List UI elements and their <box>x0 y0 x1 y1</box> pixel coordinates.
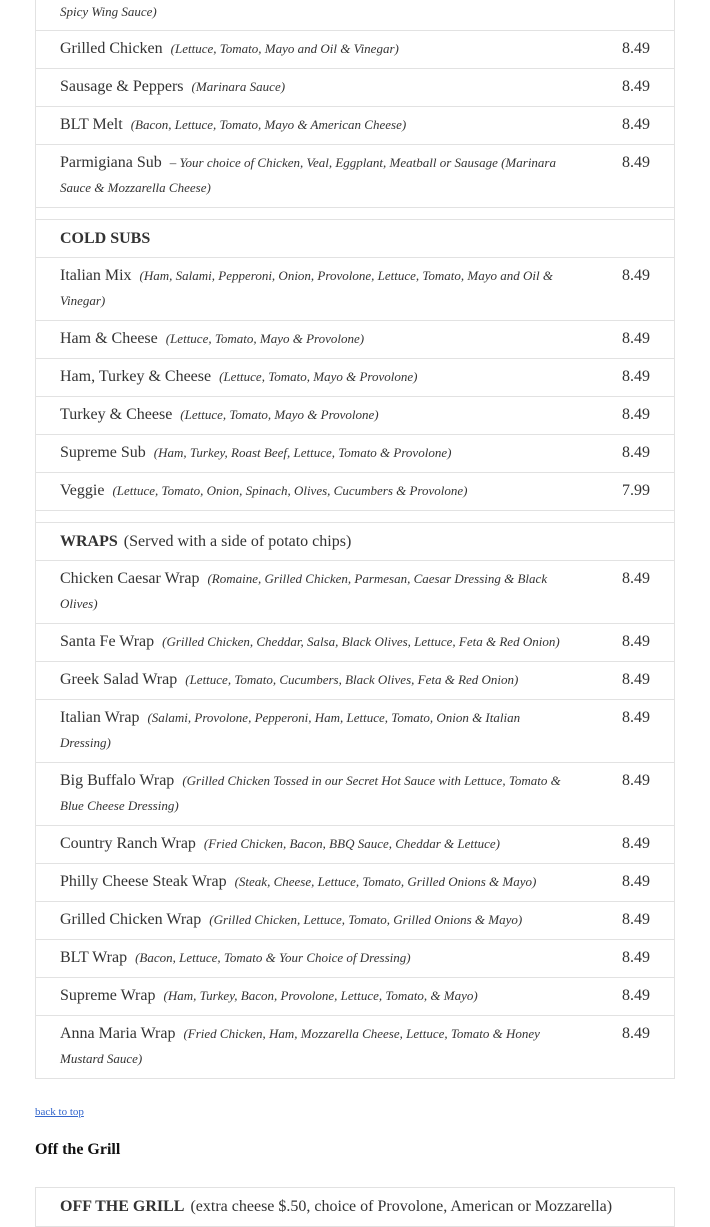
section-spacer <box>36 207 674 219</box>
item-price: 8.49 <box>622 267 650 284</box>
item-name: Sausage & Peppers <box>60 78 184 95</box>
item-description: (Grilled Chicken Tossed in our Secret Hot Sauce with Lettuce, Tomato & Blue Cheese Dressing) <box>60 773 561 813</box>
item-name: Supreme Wrap <box>60 987 156 1004</box>
menu-item-ham-turkey-cheese <box>36 358 674 396</box>
item-name: Ham, Turkey & Cheese <box>60 368 212 385</box>
item-name: Italian Wrap <box>60 709 140 726</box>
item-description: (Ham, Turkey, Roast Beef, Lettuce, Tomato & Provolone) <box>153 445 452 460</box>
section-header-cold-subs <box>36 219 674 257</box>
section-heading: COLD SUBS <box>60 230 151 247</box>
menu-item-italian-mix <box>36 257 674 320</box>
menu-item-country-ranch-wrap <box>36 825 674 863</box>
menu-item-anna-maria-wrap <box>36 1015 674 1078</box>
item-description: (Steak, Cheese, Lettuce, Tomato, Grilled Onions & Mayo) <box>234 874 537 889</box>
item-description: (Ham, Salami, Pepperoni, Onion, Provolone, Lettuce, Tomato, Mayo and Oil & Vinegar) <box>60 268 553 308</box>
item-description: Spicy Wing Sauce) <box>60 4 157 19</box>
menu-item-ham-cheese <box>36 320 674 358</box>
item-name: Supreme Sub <box>60 444 146 461</box>
item-price: 8.49 <box>622 570 650 587</box>
section-header-off-the-grill <box>36 1188 674 1226</box>
item-name: Turkey & Cheese <box>60 406 173 423</box>
item-name: Chicken Caesar Wrap <box>60 570 200 587</box>
item-name: Big Buffalo Wrap <box>60 772 175 789</box>
item-description: (Ham, Turkey, Bacon, Provolone, Lettuce, Tomato, & Mayo) <box>163 988 478 1003</box>
item-name: Philly Cheese Steak Wrap <box>60 873 227 890</box>
item-price: 8.49 <box>622 406 650 423</box>
menu-item-supreme-wrap <box>36 977 674 1015</box>
item-description: (Fried Chicken, Bacon, BBQ Sauce, Cheddar & Lettuce) <box>203 836 500 851</box>
item-price: 8.49 <box>622 873 650 890</box>
item-price: 8.49 <box>622 911 650 928</box>
item-description: – Your choice of Chicken, Veal, Eggplant, Meatball or Sausage (Marinara Sauce & Mozzarella Cheese) <box>60 155 556 195</box>
menu-item-blt-wrap <box>36 939 674 977</box>
item-price: 8.49 <box>622 78 650 95</box>
item-price: 8.49 <box>622 116 650 133</box>
menu-item-supreme-sub <box>36 434 674 472</box>
item-price: 8.49 <box>622 949 650 966</box>
item-description: (Marinara Sauce) <box>191 79 286 94</box>
item-name: Santa Fe Wrap <box>60 633 155 650</box>
item-name: Veggie <box>60 482 105 499</box>
item-description: (Lettuce, Tomato, Cucumbers, Black Olives, Feta & Red Onion) <box>185 672 519 687</box>
menu-item-parmigiana-sub <box>36 144 674 207</box>
item-description: (Bacon, Lettuce, Tomato & Your Choice of Dressing) <box>135 950 411 965</box>
menu-item-turkey-cheese <box>36 396 674 434</box>
item-price: 8.49 <box>622 772 650 789</box>
item-price: 8.49 <box>622 671 650 688</box>
off-the-grill-table <box>35 1187 675 1227</box>
item-description: (Lettuce, Tomato, Mayo & Provolone) <box>165 331 365 346</box>
menu-item-grilled-chicken <box>36 30 674 68</box>
item-name: Italian Mix <box>60 267 132 284</box>
item-price: 8.49 <box>622 987 650 1004</box>
menu-item-veggie <box>36 472 674 510</box>
item-price: 7.99 <box>622 482 650 499</box>
item-name: Country Ranch Wrap <box>60 835 196 852</box>
item-name: BLT Melt <box>60 116 123 133</box>
item-description: (Lettuce, Tomato, Mayo and Oil & Vinegar) <box>170 41 399 56</box>
section-note: (extra cheese $.50, choice of Provolone, American or Mozzarella) <box>190 1198 613 1215</box>
item-name: BLT Wrap <box>60 949 128 966</box>
item-description: (Grilled Chicken, Lettuce, Tomato, Grilled Onions & Mayo) <box>209 912 523 927</box>
menu-item-italian-wrap <box>36 699 674 762</box>
item-price: 8.49 <box>622 709 650 726</box>
item-name: Grilled Chicken Wrap <box>60 911 202 928</box>
menu-item-philly-cheese-steak-wrap <box>36 863 674 901</box>
item-price: 8.49 <box>622 1025 650 1042</box>
item-description: (Romaine, Grilled Chicken, Parmesan, Caesar Dressing & Black Olives) <box>60 571 548 611</box>
item-description: (Salami, Provolone, Pepperoni, Ham, Lettuce, Tomato, Onion & Italian Dressing) <box>60 710 521 750</box>
menu-item-chicken-caesar-wrap <box>36 560 674 623</box>
menu-table <box>35 0 675 1079</box>
menu-item-continuation <box>36 0 674 30</box>
item-price: 8.49 <box>622 633 650 650</box>
section-heading: OFF THE GRILL <box>60 1198 185 1215</box>
item-description: (Lettuce, Tomato, Onion, Spinach, Olives, Cucumbers & Provolone) <box>112 483 468 498</box>
item-price: 8.49 <box>622 835 650 852</box>
item-name: Anna Maria Wrap <box>60 1025 176 1042</box>
item-description: (Fried Chicken, Ham, Mozzarella Cheese, Lettuce, Tomato & Honey Mustard Sauce) <box>60 1026 540 1066</box>
menu-item-big-buffalo-wrap <box>36 762 674 825</box>
back-to-top-link[interactable]: back to top <box>35 1106 84 1118</box>
menu-item-greek-salad-wrap <box>36 661 674 699</box>
item-name: Greek Salad Wrap <box>60 671 178 688</box>
section-header-wraps <box>36 522 674 560</box>
item-description: (Lettuce, Tomato, Mayo & Provolone) <box>219 369 418 384</box>
item-description: (Lettuce, Tomato, Mayo & Provolone) <box>180 407 379 422</box>
menu-item-blt-melt <box>36 106 674 144</box>
section-title-off-the-grill: Off the Grill <box>35 1141 121 1158</box>
item-name: Parmigiana Sub <box>60 154 162 171</box>
section-heading: WRAPS <box>60 533 118 550</box>
item-name: Grilled Chicken <box>60 40 163 57</box>
item-price: 8.49 <box>622 330 650 347</box>
menu-item-santa-fe-wrap <box>36 623 674 661</box>
item-description: (Grilled Chicken, Cheddar, Salsa, Black Olives, Lettuce, Feta & Red Onion) <box>162 634 560 649</box>
item-price: 8.49 <box>622 40 650 57</box>
item-price: 8.49 <box>622 444 650 461</box>
section-spacer <box>36 510 674 522</box>
item-price: 8.49 <box>622 154 650 171</box>
item-description: (Bacon, Lettuce, Tomato, Mayo & American Cheese) <box>130 117 407 132</box>
section-note: (Served with a side of potato chips) <box>123 533 352 550</box>
menu-item-sausage-peppers <box>36 68 674 106</box>
item-price: 8.49 <box>622 368 650 385</box>
menu-item-grilled-chicken-wrap <box>36 901 674 939</box>
item-name: Ham & Cheese <box>60 330 158 347</box>
